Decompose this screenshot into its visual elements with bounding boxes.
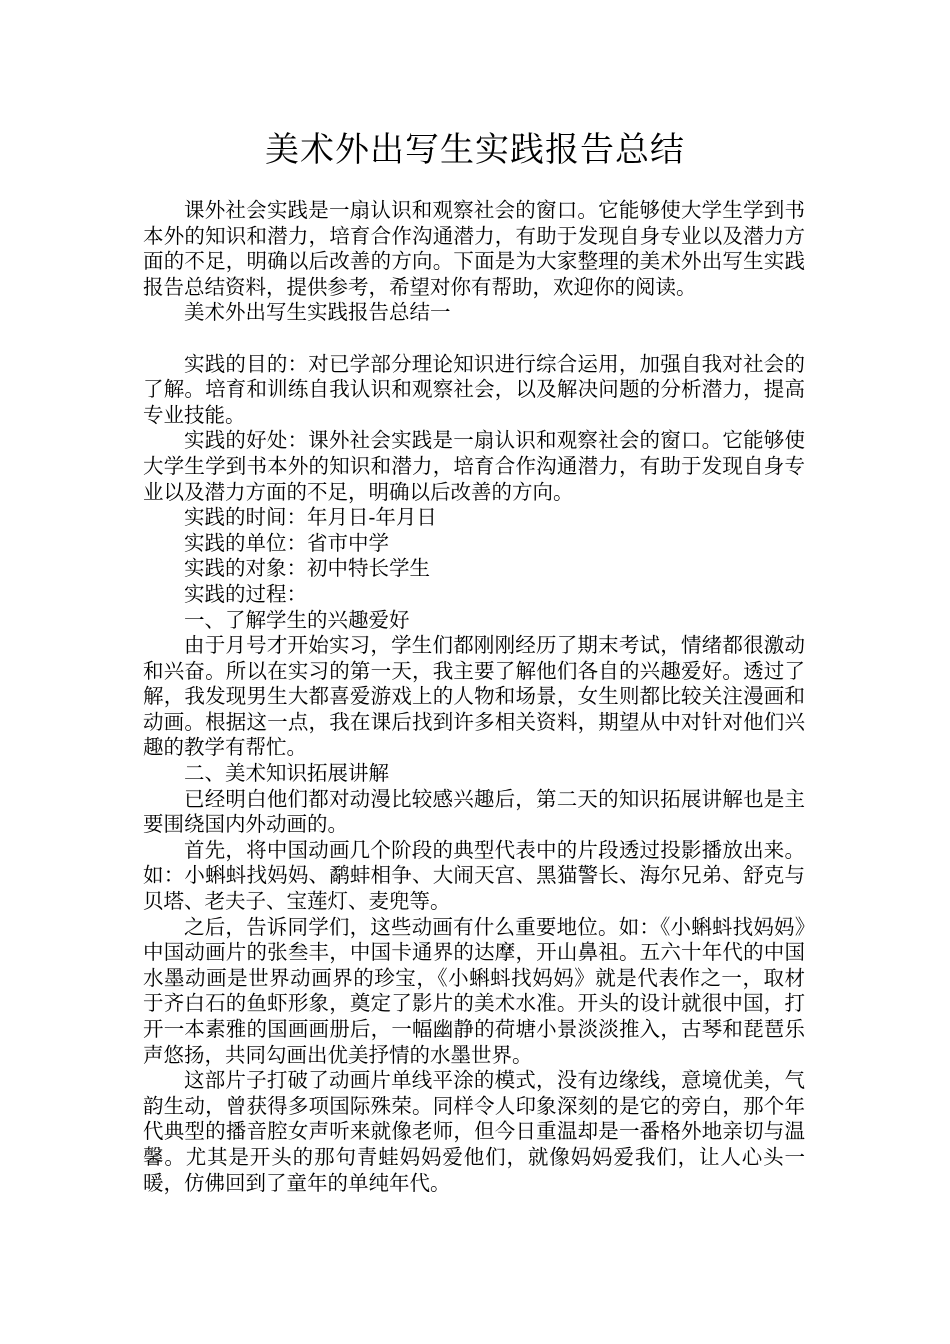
paragraph-process: 实践的过程： <box>184 581 307 606</box>
section-heading: 美术外出写生实践报告总结一 <box>184 300 451 325</box>
document-body <box>143 198 805 1196</box>
paragraph-film: 这部片子打破了动画片单线平涂的模式，没有边缘线，意境优美，气韵生动，曾获得多项国际殊荣。同样令人印象深刻的是它的旁白，那个年代典型的播音腔女声听来就像老师，但今日重温却是一番格外地亲切与温馨。尤其是开头的那句青蛙妈妈爱他们，就像妈妈爱我们，让人心头一暖，仿佛回到了童年的单纯年代。 <box>143 1068 805 1195</box>
paragraph-time: 实践的时间：年月日-年月日 <box>184 505 437 530</box>
paragraph-then: 之后，告诉同学们，这些动画有什么重要地位。如：《小蝌蚪找妈妈》中国动画片的张叁丰，中国卡通界的达摩，开山鼻祖。五六十年代的中国水墨动画是世界动画界的珍宝，《小蝌蚪找妈妈》就是代表作之一，取材于齐白石的鱼虾形象，奠定了影片的美术水准。开头的设计就很中国，打开一本素雅的国画画册后，一幅幽静的荷塘小景淡淡推入，古琴和琵琶乐声悠扬，共同勾画出优美抒情的水墨世界。 <box>143 914 805 1067</box>
paragraph-target: 实践的对象：初中特长学生 <box>184 556 430 581</box>
intro-paragraph: 课外社会实践是一扇认识和观察社会的窗口。它能够使大学生学到书本外的知识和潜力，培育合作沟通潜力，有助于发现自身专业以及潜力方面的不足，明确以后改善的方向。下面是为大家整理的美术外出写生实践报告总结资料，提供参考，希望对你有帮助，欢迎你的阅读。 <box>143 198 805 299</box>
paragraph-interests: 由于月号才开始实习，学生们都刚刚经历了期末考试，情绪都很激动和兴奋。所以在实习的第一天，我主要了解他们各自的兴趣爱好。透过了解，我发现男生大都喜爱游戏上的人物和场景，女生则都比较关注漫画和动画。根据这一点，我在课后找到许多相关资料，期望从中对针对他们兴趣的教学有帮忙。 <box>143 633 805 760</box>
blank-line <box>143 326 805 352</box>
paragraph-unit: 实践的单位：省市中学 <box>184 530 389 555</box>
subheading-interests: 一、了解学生的兴趣爱好 <box>184 607 410 632</box>
paragraph-first: 首先，将中国动画几个阶段的典型代表中的片段透过投影播放出来。如：小蝌蚪找妈妈、鹬蚌相争、大闹天宫、黑猫警长、海尔兄弟、舒克与贝塔、老夫子、宝莲灯、麦兜等。 <box>143 837 805 914</box>
paragraph-benefit: 实践的好处：课外社会实践是一扇认识和观察社会的窗口。它能够使大学生学到书本外的知识和潜力，培育合作沟通潜力，有助于发现自身专业以及潜力方面的不足，明确以后改善的方向。 <box>143 428 805 504</box>
paragraph-art-knowledge: 已经明白他们都对动漫比较感兴趣后，第二天的知识拓展讲解也是主要围绕国内外动画的。 <box>143 786 805 837</box>
paragraph-purpose: 实践的目的：对已学部分理论知识进行综合运用，加强自我对社会的了解。培育和训练自我认识和观察社会，以及解决问题的分析潜力，提高专业技能。 <box>143 351 805 427</box>
document-title: 美术外出写生实践报告总结 <box>265 130 685 170</box>
subheading-art-knowledge: 二、美术知识拓展讲解 <box>184 761 389 786</box>
